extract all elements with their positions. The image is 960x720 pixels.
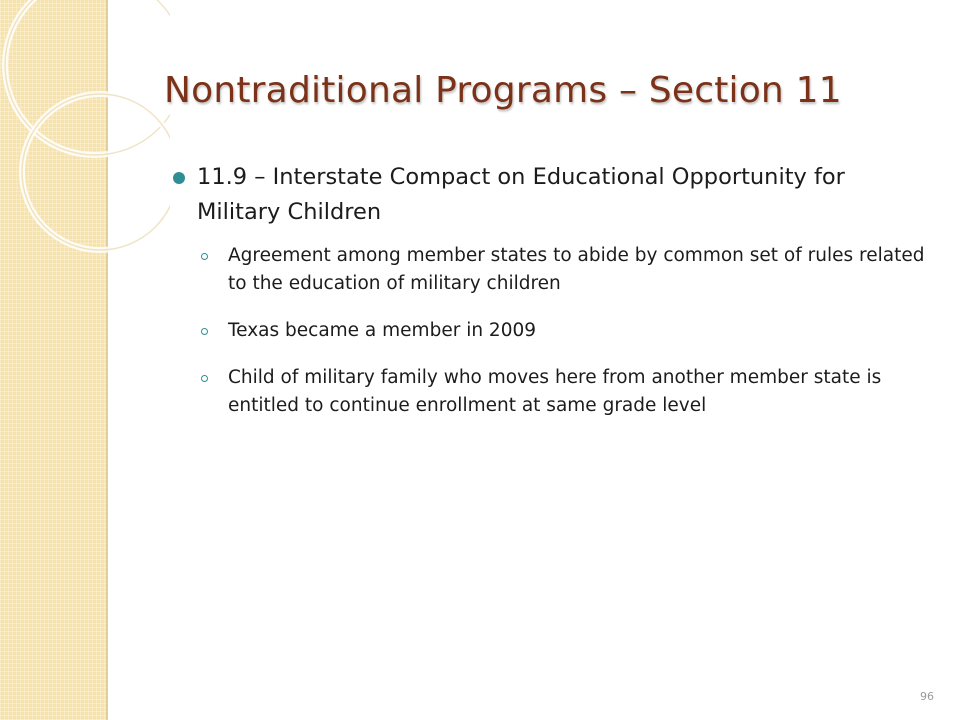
sub-bullet-text: Agreement among member states to abide by common set of rules related to the education of military children bbox=[228, 245, 925, 294]
bullet-dot-icon bbox=[173, 172, 185, 184]
sub-bullet bbox=[201, 242, 930, 298]
sub-bullet-text: Texas became a member in 2009 bbox=[228, 320, 537, 341]
sub-bullet bbox=[201, 317, 930, 345]
sub-bullet-list bbox=[170, 242, 930, 420]
slide-content bbox=[170, 160, 930, 439]
bullet-ring-icon bbox=[201, 328, 208, 335]
sub-bullet bbox=[201, 364, 930, 420]
decorative-circles-icon bbox=[0, 0, 170, 260]
bullet-ring-icon bbox=[201, 375, 208, 382]
main-bullet-text: 11.9 – Interstate Compact on Educational Opportunity for Military Children bbox=[197, 164, 845, 225]
slide-title: Nontraditional Programs – Section 11 bbox=[164, 70, 842, 111]
sub-bullet-text: Child of military family who moves here from another member state is entitled to continue enrollment at same grade level bbox=[228, 367, 882, 416]
main-bullet bbox=[170, 160, 930, 230]
page-number: 96 bbox=[920, 690, 934, 703]
bullet-ring-icon bbox=[201, 253, 208, 260]
